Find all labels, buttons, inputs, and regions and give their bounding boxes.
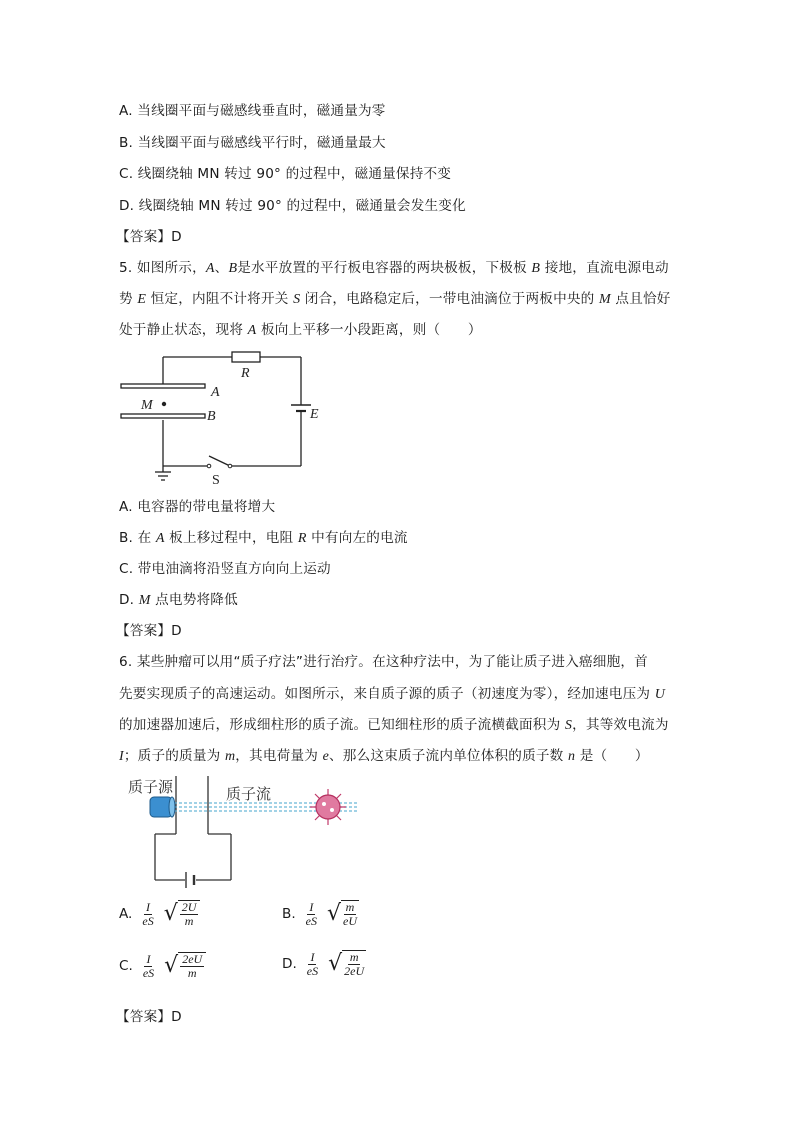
question-number: 5. [119, 260, 133, 276]
q6-text-line-4: I；质子的质量为 m，其电荷量为 e、那么这束质子流内单位体积的质子数 n 是（ ） [119, 748, 649, 764]
label-proton-stream: 质子流 [226, 787, 272, 803]
q5-option-d: D. M 点电势将降低 [119, 592, 238, 608]
q5-text-line-3: 处于静止状态，现将 A 板向上平移一小段距离，则（ ） [119, 322, 482, 338]
q5-text-line-2: 势 E 恒定，内阻不计将开关 S 闭合，电路稳定后，一带电油滴位于两板中央的 M 点且恰好 [119, 291, 671, 307]
proton-accelerator-figure [120, 772, 365, 892]
q4-option-d: D. 线圈绕轴 MN 转过 90° 的过程中，磁通量会发生变化 [119, 198, 466, 214]
q6-option-c: C. $\frac{I}{eS}$ √ 2eU m [119, 952, 206, 980]
q4-option-c: C. 线圈绕轴 MN 转过 90° 的过程中，磁通量保持不变 [119, 166, 452, 182]
plate-a [121, 384, 205, 388]
resistor-r [232, 352, 260, 362]
q4-option-b: B. 当线圈平面与磁感线平行时，磁通量最大 [119, 135, 386, 151]
q5-answer: 【答案】D [116, 623, 182, 639]
q5-option-c: C. 带电油滴将沿竖直方向向上运动 [119, 561, 331, 577]
capacitor-circuit-figure [115, 348, 325, 488]
q5-option-b: B. 在 A 板上移过程中，电阻 R 中有向左的电流 [119, 530, 408, 546]
q4-answer: 【答案】D [116, 229, 182, 245]
label-b: B [207, 409, 216, 424]
label-a: A [211, 385, 220, 400]
label-proton-source: 质子源 [128, 780, 174, 796]
q6-answer: 【答案】D [116, 1009, 182, 1025]
plate-b [121, 414, 205, 418]
q6-text-line-1: 6. 某些肿瘤可以用“质子疗法”进行治疗。在这种疗法中，为了能让质子进入癌细胞，首 [119, 654, 648, 670]
q6-text-line-3: 的加速器加速后，形成细柱形的质子流。已知细柱形的质子流横截面积为 S，其等效电流为 [119, 717, 669, 733]
label-e: E [310, 407, 319, 422]
q6-option-a: A. $\frac{I}{eS}$ √ 2U m [119, 900, 200, 928]
label-r: R [241, 366, 250, 381]
q5-option-a: A. 电容器的带电量将增大 [119, 499, 276, 515]
q6-text-line-2: 先要实现质子的高速运动。如图所示，来自质子源的质子（初速度为零），经加速电压为 U [119, 686, 665, 702]
oil-drop-m [162, 402, 166, 406]
q6-option-d: D. $\frac{I}{eS}$ √ m 2eU [282, 949, 365, 978]
question-number: 6. [119, 654, 133, 670]
q5-text-line-1: 5. 如图所示，A、B是水平放置的平行板电容器的两块极板，下极板 B 接地，直流电源电动 [119, 260, 669, 276]
q4-option-a: A. 当线圈平面与磁感线垂直时，磁通量为零 [119, 103, 386, 119]
q6-option-b: B. $\frac{I}{eS}$ √ m eU [282, 899, 358, 928]
label-m: M [141, 398, 153, 413]
label-s: S [212, 473, 220, 488]
